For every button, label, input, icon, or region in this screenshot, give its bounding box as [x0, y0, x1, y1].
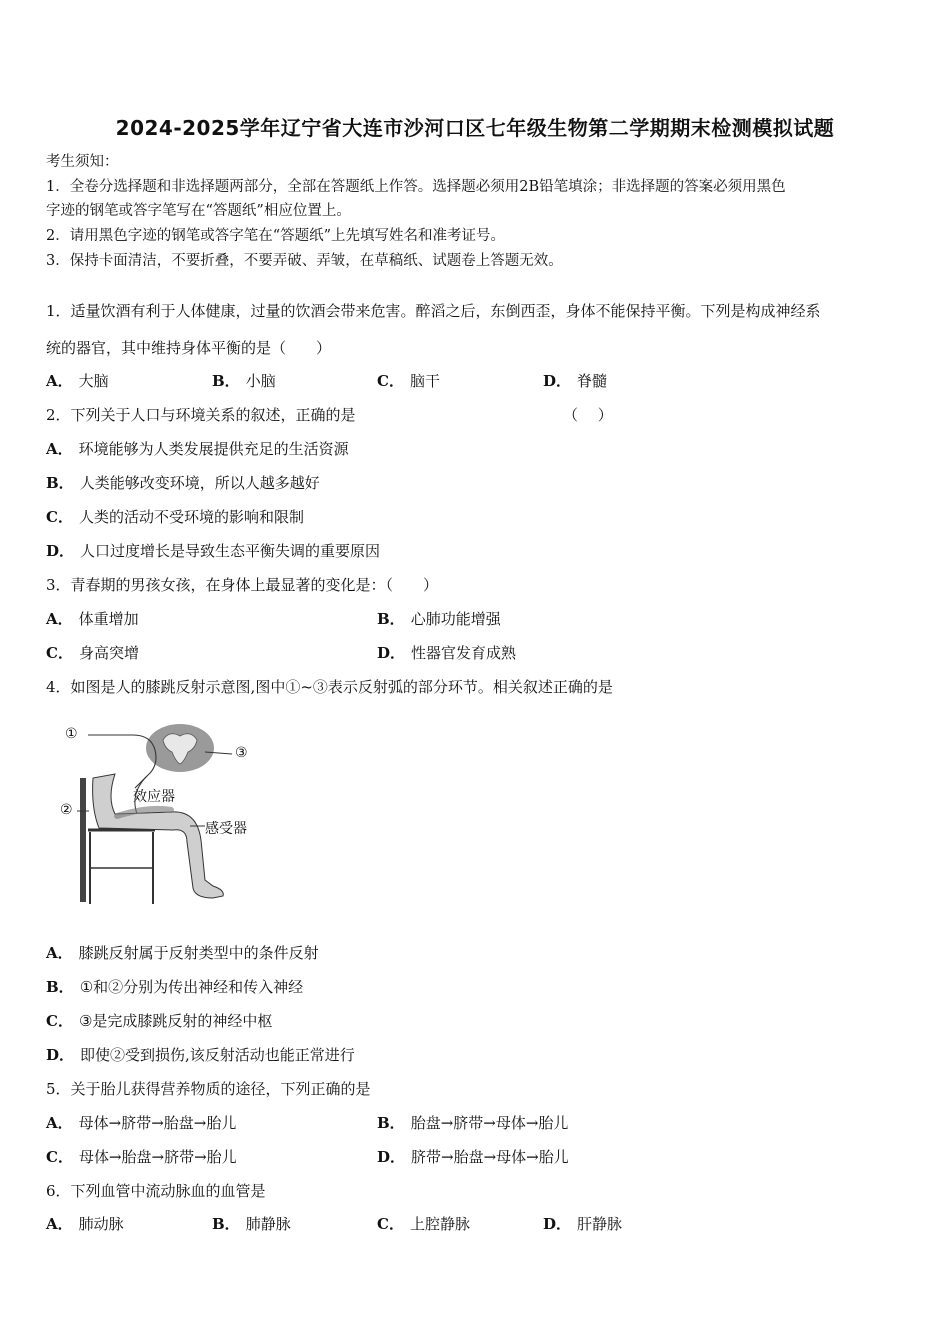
q2-option-a: A． 环境能够为人类发展提供充足的生活资源: [46, 440, 349, 458]
q3-option-c: C． 身高突增: [46, 644, 139, 662]
q1-stem-line-1: 1．适量饮酒有利于人体健康，过量的饮酒会带来危害。醉滔之后，东倒西歪，身体不能保持平衡。下列是构成神经系: [46, 302, 821, 320]
q3-option-b: B． 心肺功能增强: [377, 610, 501, 628]
q5-option-a: A． 母体→脐带→胎盘→胎儿: [46, 1114, 237, 1132]
notice-heading: 考生须知：: [46, 154, 119, 170]
figure-label-receptor: 感受器: [205, 821, 247, 837]
chair-back: [80, 778, 86, 902]
q2-option-b: B． 人类能够改变环境，所以人越多越好: [46, 474, 320, 492]
q2-option-c: C． 人类的活动不受环境的影响和限制: [46, 508, 304, 526]
q1-option-a: A． 大脑: [46, 372, 109, 390]
q4-stem: 4．如图是人的膝跳反射示意图,图中①~③表示反射弧的部分环节。相关叙述正确的是: [46, 678, 613, 696]
q4-option-c: C． ③是完成膝跳反射的神经中枢: [46, 1012, 273, 1030]
figure-label-1: ①: [65, 726, 78, 742]
q6-option-a: A． 肺动脉: [46, 1215, 124, 1233]
q6-option-c: C． 上腔静脉: [377, 1215, 470, 1233]
q1-option-b: B． 小脑: [212, 372, 276, 390]
q1-stem-line-2: 统的器官，其中维持身体平衡的是（ ）: [46, 339, 332, 357]
q5-stem: 5．关于胎儿获得营养物质的途径，下列正确的是: [46, 1080, 371, 1098]
q3-option-a: A． 体重增加: [46, 610, 139, 628]
q4-option-b: B． ①和②分别为传出神经和传入神经: [46, 978, 304, 996]
q4-option-d: D． 即使②受到损伤,该反射活动也能正常进行: [46, 1046, 355, 1064]
notice-item-3: 3．保持卡面清洁，不要折叠，不要弄破、弄皱，在草稿纸、试题卷上答题无效。: [46, 253, 563, 269]
notice-item-2: 2．请用黑色字迹的钢笔或答字笔在“答题纸”上先填写姓名和准考证号。: [46, 228, 506, 244]
q3-option-d: D． 性器官发育成熟: [377, 644, 517, 662]
knee-jerk-reflex-diagram: [55, 718, 275, 910]
notice-item-1-line-2: 字迹的钢笔或答字笔写在“答题纸”相应位置上。: [46, 203, 351, 219]
figure-label-3: ③: [235, 745, 248, 761]
q1-option-c: C． 脑干: [377, 372, 440, 390]
q6-option-d: D． 肝静脉: [543, 1215, 623, 1233]
q5-option-c: C． 母体→胎盘→脐带→胎儿: [46, 1148, 237, 1166]
figure-label-2: ②: [60, 802, 73, 818]
q4-option-a: A． 膝跳反射属于反射类型中的条件反射: [46, 944, 319, 962]
q2-option-d: D． 人口过度增长是导致生态平衡失调的重要原因: [46, 542, 381, 560]
q5-option-d: D． 脐带→胎盘→母体→胎儿: [377, 1148, 569, 1166]
q5-option-b: B． 胎盘→脐带→母体→胎儿: [377, 1114, 569, 1132]
q2-stem: 2．下列关于人口与环境关系的叙述，正确的是: [46, 406, 356, 424]
exam-title: 2024-2025学年辽宁省大连市沙河口区七年级生物第二学期期末检测模拟试题: [115, 116, 835, 140]
q6-option-b: B． 肺静脉: [212, 1215, 291, 1233]
q2-answer-paren: （ ）: [563, 406, 613, 424]
notice-item-1-line-1: 1．全卷分选择题和非选择题两部分，全部在答题纸上作答。选择题必须用2B铅笔填涂；非选择题的答案必须用黑色: [46, 179, 786, 195]
figure-label-effector: 效应器: [133, 789, 175, 805]
q6-stem: 6．下列血管中流动脉血的血管是: [46, 1182, 266, 1200]
q1-option-d: D． 脊髓: [543, 372, 608, 390]
q3-stem: 3．青春期的男孩女孩，在身体上最显著的变化是：（ ）: [46, 576, 439, 594]
